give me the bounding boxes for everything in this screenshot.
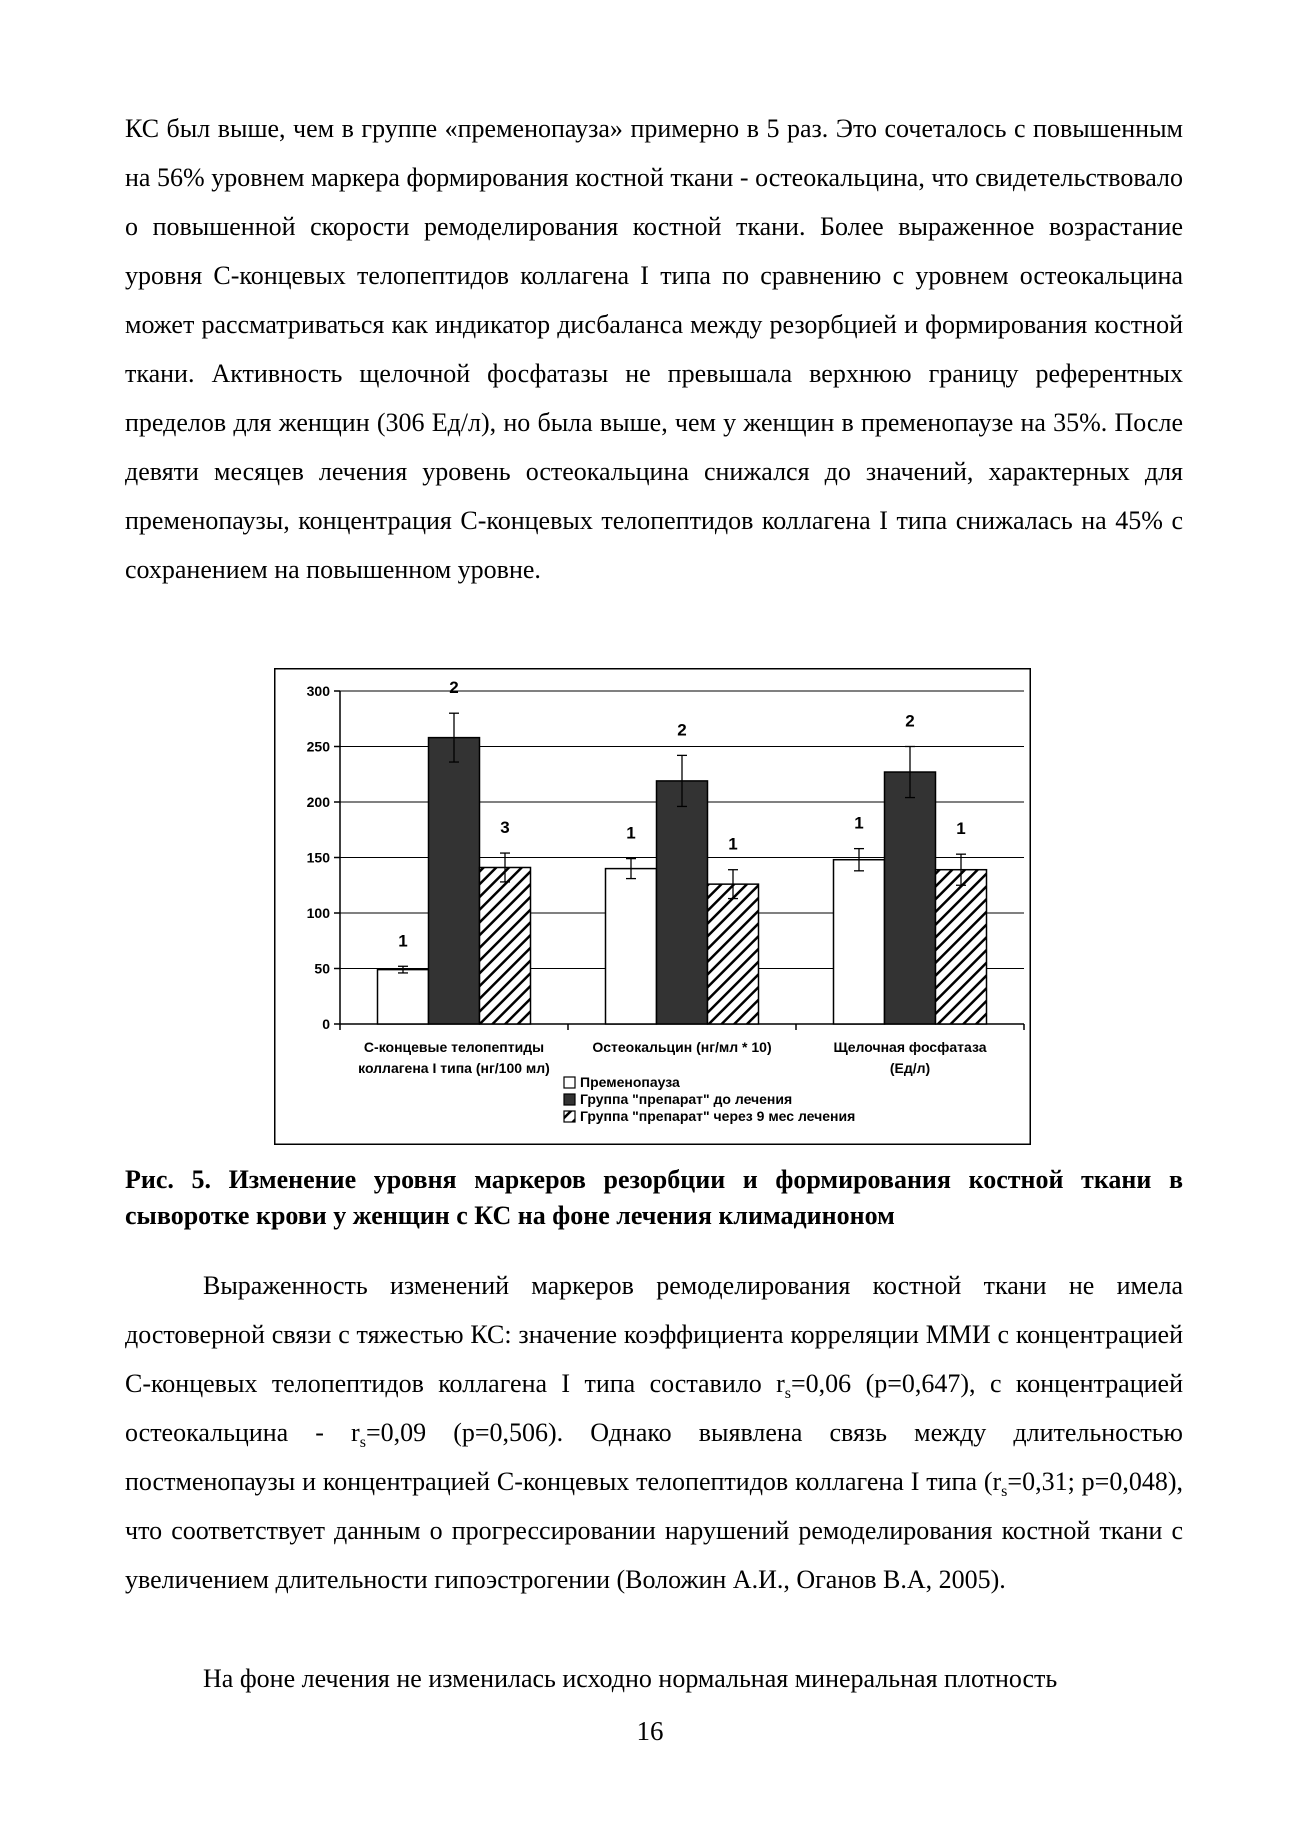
legend-label: Группа "препарат" до лечения	[580, 1091, 793, 1107]
paragraph-1: КС был выше, чем в группе «пременопауза» примерно в 5 раз. Это сочеталось с повышенным на 56% уровнем маркера формирования костной ткани - остеокальцина, что свидетельствовало о повышенной скорости ремоделирования костной ткани. Более выраженное возрастание уровня С-концевых телопептидов коллагена I типа по сравнению с уровнем остеокальцина может рассматриваться как индикатор дисбаланса между резорбцией и формирования костной ткани. Активность щелочной фосфатазы не превышала верхнюю границу референтных пределов для женщин (306 Ед/л), но была выше, чем у женщин в пременопаузе на 35%. После девяти месяцев лечения уровень остеокальцина снижался до значений, характерных для пременопаузы, концентрация С-концевых телопептидов коллагена I типа снижалась на 45% с сохранением на повышенном уровне.	[125, 114, 1183, 584]
subscript-s-3: s	[1001, 1483, 1008, 1501]
bar-significance-label: 1	[626, 823, 636, 843]
paragraph-2-part-1: Выраженность изменений маркеров ремоделирования костной ткани не имела достоверной связи с тяжестью КС: значение коэффициента корреляции ММИ с концентрацией С-концевых телопептидов коллагена I типа составило r	[125, 1271, 1183, 1398]
bar-significance-label: 2	[905, 711, 915, 731]
bar	[885, 772, 936, 1024]
bar-chart	[274, 668, 1031, 1145]
bar	[657, 781, 708, 1024]
y-tick-label: 50	[314, 960, 330, 977]
x-category-label: (Ед/л)	[889, 1060, 931, 1076]
chart-figure	[274, 668, 1031, 1145]
bar	[429, 738, 480, 1024]
bar-significance-label: 3	[500, 818, 510, 838]
bar	[834, 860, 885, 1024]
x-category-label: коллагена I типа (нг/100 мл)	[358, 1060, 550, 1076]
bar-significance-label: 1	[956, 819, 966, 839]
y-tick-label: 200	[306, 794, 330, 810]
legend-label: Пременопауза	[580, 1074, 680, 1090]
bar	[480, 867, 531, 1024]
y-tick-label: 0	[322, 1016, 330, 1032]
bar-significance-label: 1	[728, 834, 738, 854]
paragraph-2	[125, 1261, 1183, 1604]
subscript-s-2: s	[359, 1434, 366, 1452]
paragraph-3: На фоне лечения не изменилась исходно нормальная минеральная плотность	[203, 1664, 1058, 1693]
legend-swatch	[564, 1077, 575, 1088]
x-category-label: Щелочная фосфатаза	[833, 1039, 987, 1055]
bar-significance-label: 2	[449, 678, 459, 698]
page-number: 16	[636, 1716, 664, 1746]
paragraph-2-part-3: =0,09 (p=0,506). Однако выявлена связь между длительностью постменопаузы и концентрацией С-концевых телопептидов коллагена I типа (r	[125, 1418, 1183, 1496]
bar-significance-label: 1	[398, 931, 408, 951]
y-tick-label: 100	[306, 905, 330, 921]
x-category-label: Остеокальцин (нг/мл * 10)	[592, 1039, 772, 1055]
bar	[378, 970, 429, 1024]
legend-swatch	[564, 1111, 575, 1122]
bar	[708, 884, 759, 1024]
y-tick-label: 300	[306, 683, 330, 699]
x-category-label: С-концевые телопептиды	[363, 1039, 545, 1055]
legend-label: Группа "препарат" через 9 мес лечения	[580, 1108, 856, 1124]
legend-swatch	[564, 1094, 575, 1105]
subscript-s-1: s	[784, 1385, 792, 1403]
bar	[936, 870, 987, 1024]
bar	[606, 869, 657, 1024]
paragraph-2-part-2: =0,06 (p=0,647), с концентрацией остеокальцина - r	[125, 1369, 1183, 1447]
bar-significance-label: 2	[677, 720, 687, 740]
paragraph-2-part-4: =0,31; p=0,048), что соответствует данным о прогрессировании нарушений ремоделирования костной ткани с увеличением длительности гипоэстрогении (Воложин А.И., Оганов В.А, 2005).	[125, 1467, 1183, 1594]
bar-significance-label: 1	[854, 813, 864, 833]
y-tick-label: 250	[306, 738, 330, 755]
y-tick-label: 150	[306, 849, 330, 866]
figure-caption: Рис. 5. Изменение уровня маркеров резорбции и формирования костной ткани в сыворотке крови у женщин с КС на фоне лечения климадиноном	[125, 1165, 1183, 1230]
